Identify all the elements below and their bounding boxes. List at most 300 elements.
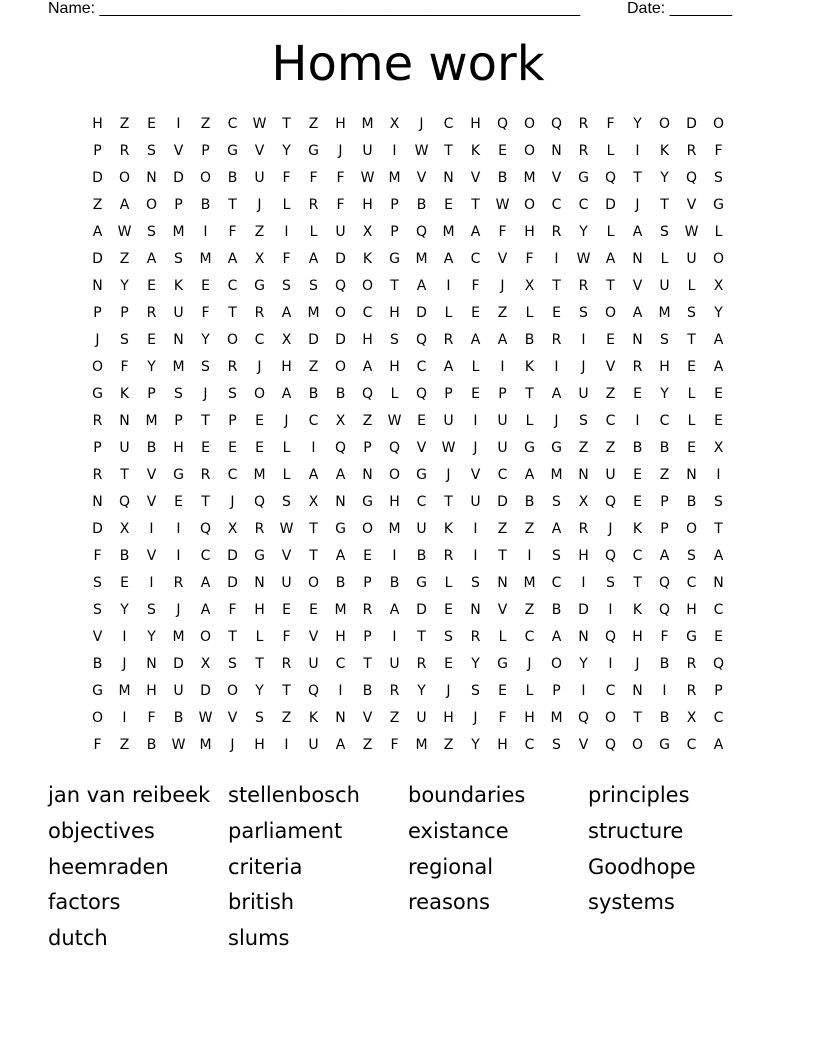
- grid-cell: R: [686, 656, 697, 672]
- grid-cell: T: [363, 656, 372, 672]
- grid-cell: I: [608, 602, 613, 618]
- grid-row: [84, 624, 734, 651]
- grid-cell: V: [281, 548, 292, 564]
- grid-cell: M: [118, 683, 131, 699]
- grid-cell: O: [631, 737, 644, 753]
- grid-cell: H: [497, 737, 508, 753]
- grid-cell: U: [659, 278, 670, 294]
- grid-cell: W: [198, 710, 213, 726]
- grid-cell: T: [633, 575, 642, 591]
- grid-cell: P: [444, 386, 453, 402]
- grid-cell: Y: [660, 170, 669, 186]
- grid-cell: T: [282, 116, 291, 132]
- grid-cell: C: [362, 305, 373, 321]
- grid-cell: I: [176, 116, 181, 132]
- grid-cell: P: [714, 683, 723, 699]
- grid-cell: E: [444, 197, 453, 213]
- grid-cell: T: [444, 494, 453, 510]
- grid-cell: S: [147, 224, 156, 240]
- grid-cell: Q: [253, 494, 266, 510]
- grid-cell: S: [714, 170, 723, 186]
- grid-cell: H: [578, 548, 589, 564]
- grid-cell: R: [578, 278, 589, 294]
- page-title: Home work: [271, 36, 545, 92]
- grid-row: [84, 705, 734, 732]
- grid-cell: G: [416, 467, 427, 483]
- grid-cell: P: [93, 305, 102, 321]
- grid-cell: P: [228, 413, 237, 429]
- grid-cell: F: [228, 602, 237, 618]
- grid-cell: J: [473, 710, 478, 726]
- grid-row: [84, 138, 734, 165]
- grid-cell: F: [93, 548, 102, 564]
- grid-cell: I: [284, 224, 289, 240]
- grid-cell: C: [227, 467, 238, 483]
- grid-cell: G: [308, 143, 319, 159]
- grid-cell: S: [282, 278, 291, 294]
- grid-cell: R: [119, 143, 130, 159]
- word-list-item: boundaries: [408, 783, 526, 807]
- grid-cell: R: [173, 575, 184, 591]
- grid-cell: O: [604, 710, 617, 726]
- grid-cell: C: [497, 467, 508, 483]
- grid-cell: M: [145, 413, 158, 429]
- grid-cell: F: [309, 170, 318, 186]
- grid-cell: F: [525, 251, 534, 267]
- grid-cell: P: [174, 413, 183, 429]
- grid-cell: S: [174, 386, 183, 402]
- grid-cell: W: [414, 143, 429, 159]
- grid-cell: H: [254, 602, 265, 618]
- grid-cell: A: [308, 467, 319, 483]
- grid-cell: L: [309, 224, 318, 240]
- grid-cell: E: [201, 278, 210, 294]
- grid-cell: P: [390, 197, 399, 213]
- grid-cell: B: [200, 197, 211, 213]
- grid-cell: X: [389, 116, 400, 132]
- grid-cell: I: [716, 467, 721, 483]
- grid-cell: N: [497, 575, 508, 591]
- grid-cell: Q: [604, 494, 617, 510]
- grid-row: [84, 597, 734, 624]
- grid-cell: E: [633, 467, 642, 483]
- grid-cell: Z: [605, 440, 616, 456]
- grid-cell: G: [173, 467, 184, 483]
- grid-cell: S: [687, 548, 696, 564]
- grid-cell: F: [390, 737, 399, 753]
- grid-cell: S: [687, 305, 696, 321]
- grid-cell: T: [309, 548, 318, 564]
- grid-cell: Q: [577, 710, 590, 726]
- grid-cell: M: [199, 251, 212, 267]
- grid-cell: Q: [361, 386, 374, 402]
- name-field: Name: ______________________________________________________: [48, 0, 581, 17]
- grid-cell: J: [176, 602, 181, 618]
- grid-cell: D: [416, 602, 427, 618]
- grid-cell: R: [308, 197, 319, 213]
- grid-cell: Z: [524, 521, 535, 537]
- grid-cell: Q: [415, 386, 428, 402]
- grid-cell: M: [361, 116, 374, 132]
- grid-cell: R: [443, 332, 454, 348]
- grid-cell: V: [605, 359, 616, 375]
- grid-cell: I: [554, 251, 559, 267]
- grid-cell: Y: [633, 116, 642, 132]
- grid-cell: S: [606, 575, 615, 591]
- grid-row: [84, 651, 734, 678]
- grid-cell: H: [632, 629, 643, 645]
- grid-cell: H: [470, 116, 481, 132]
- grid-cell: T: [201, 413, 210, 429]
- grid-cell: O: [361, 521, 374, 537]
- grid-cell: J: [230, 494, 235, 510]
- grid-cell: C: [254, 332, 265, 348]
- grid-cell: U: [362, 143, 373, 159]
- grid-cell: V: [416, 170, 427, 186]
- grid-cell: Q: [604, 629, 617, 645]
- grid-cell: Q: [388, 440, 401, 456]
- grid-cell: E: [714, 386, 723, 402]
- grid-cell: E: [714, 413, 723, 429]
- grid-cell: M: [658, 305, 671, 321]
- grid-cell: U: [335, 224, 346, 240]
- grid-cell: C: [416, 359, 427, 375]
- grid-cell: X: [578, 494, 589, 510]
- grid-cell: A: [443, 251, 454, 267]
- grid-cell: W: [387, 413, 402, 429]
- grid-cell: R: [551, 332, 562, 348]
- grid-row: [84, 570, 734, 597]
- grid-row: [84, 543, 734, 570]
- grid-cell: L: [471, 359, 480, 375]
- grid-cell: A: [281, 305, 292, 321]
- grid-cell: R: [686, 143, 697, 159]
- grid-cell: Z: [308, 116, 319, 132]
- grid-cell: T: [606, 278, 615, 294]
- grid-cell: Z: [362, 737, 373, 753]
- grid-row: [84, 408, 734, 435]
- grid-cell: B: [227, 170, 238, 186]
- grid-cell: N: [92, 278, 103, 294]
- grid-cell: N: [119, 413, 130, 429]
- grid-cell: F: [282, 629, 291, 645]
- grid-cell: B: [416, 197, 427, 213]
- grid-cell: Q: [496, 116, 509, 132]
- grid-cell: G: [659, 737, 670, 753]
- grid-cell: O: [550, 656, 563, 672]
- grid-cell: U: [119, 440, 130, 456]
- grid-cell: K: [173, 278, 184, 294]
- grid-cell: T: [633, 710, 642, 726]
- grid-cell: O: [388, 467, 401, 483]
- grid-cell: F: [714, 143, 723, 159]
- grid-cell: H: [362, 197, 373, 213]
- grid-cell: Q: [658, 575, 671, 591]
- grid-cell: Q: [712, 656, 725, 672]
- grid-cell: P: [552, 683, 561, 699]
- grid-cell: I: [581, 575, 586, 591]
- grid-cell: A: [146, 251, 157, 267]
- grid-cell: Z: [254, 224, 265, 240]
- word-list-item: slums: [228, 926, 290, 951]
- grid-cell: N: [713, 575, 724, 591]
- grid-cell: Z: [497, 305, 508, 321]
- grid-cell: O: [604, 305, 617, 321]
- grid-cell: S: [552, 494, 561, 510]
- grid-cell: Y: [417, 683, 426, 699]
- grid-cell: V: [632, 278, 643, 294]
- grid-cell: C: [470, 251, 481, 267]
- grid-cell: Z: [497, 521, 508, 537]
- grid-cell: I: [608, 656, 613, 672]
- grid-cell: T: [687, 332, 696, 348]
- grid-cell: U: [443, 413, 454, 429]
- word-column: [588, 778, 768, 957]
- grid-cell: Y: [579, 224, 588, 240]
- grid-row: [84, 732, 734, 759]
- grid-cell: D: [227, 575, 238, 591]
- grid-row: [84, 300, 734, 327]
- grid-cell: T: [282, 683, 291, 699]
- grid-cell: E: [498, 683, 507, 699]
- grid-cell: A: [200, 575, 211, 591]
- grid-cell: I: [446, 278, 451, 294]
- grid-row: [84, 246, 734, 273]
- word-list-item: principles: [588, 783, 690, 807]
- grid-cell: T: [498, 548, 507, 564]
- grid-cell: R: [254, 521, 265, 537]
- grid-cell: V: [146, 494, 157, 510]
- grid-cell: X: [308, 494, 319, 510]
- grid-cell: O: [226, 332, 239, 348]
- word-list-item: dutch: [48, 926, 108, 951]
- grid-cell: C: [227, 116, 238, 132]
- grid-cell: C: [551, 575, 562, 591]
- grid-cell: O: [523, 143, 536, 159]
- grid-cell: Z: [308, 359, 319, 375]
- grid-cell: O: [91, 710, 104, 726]
- grid-cell: U: [389, 656, 400, 672]
- grid-cell: P: [120, 305, 129, 321]
- grid-cell: A: [335, 737, 346, 753]
- grid-cell: Z: [389, 710, 400, 726]
- grid-cell: H: [254, 737, 265, 753]
- grid-cell: S: [444, 629, 453, 645]
- grid-cell: B: [335, 575, 346, 591]
- word-list-item: objectives: [48, 818, 155, 843]
- grid-cell: E: [363, 548, 372, 564]
- grid-cell: D: [335, 251, 346, 267]
- grid-cell: O: [712, 251, 725, 267]
- grid-cell: P: [660, 494, 669, 510]
- grid-cell: B: [119, 548, 130, 564]
- grid-cell: S: [93, 575, 102, 591]
- grid-cell: D: [173, 656, 184, 672]
- grid-cell: Z: [281, 710, 292, 726]
- grid-cell: G: [686, 629, 697, 645]
- grid-cell: B: [632, 440, 643, 456]
- grid-cell: B: [335, 386, 346, 402]
- grid-cell: I: [473, 413, 478, 429]
- grid-cell: U: [497, 413, 508, 429]
- grid-cell: V: [470, 467, 481, 483]
- grid-cell: B: [524, 494, 535, 510]
- grid-cell: A: [551, 629, 562, 645]
- grid-cell: X: [686, 710, 697, 726]
- grid-cell: V: [362, 710, 373, 726]
- grid-cell: H: [659, 359, 670, 375]
- grid-cell: O: [307, 575, 320, 591]
- grid-cell: Z: [443, 737, 454, 753]
- grid-cell: M: [172, 629, 185, 645]
- grid-cell: O: [361, 278, 374, 294]
- grid-cell: W: [279, 521, 294, 537]
- grid-cell: G: [227, 143, 238, 159]
- grid-cell: Y: [120, 278, 129, 294]
- grid-cell: S: [390, 332, 399, 348]
- word-list-item: regional: [408, 854, 494, 879]
- grid-cell: W: [360, 170, 375, 186]
- grid-cell: P: [363, 629, 372, 645]
- grid-cell: H: [146, 683, 157, 699]
- grid-cell: A: [119, 197, 130, 213]
- grid-cell: O: [199, 629, 212, 645]
- grid-cell: Z: [200, 116, 211, 132]
- grid-cell: G: [335, 521, 346, 537]
- grid-cell: A: [362, 359, 373, 375]
- grid-cell: H: [524, 224, 535, 240]
- grid-cell: I: [122, 710, 127, 726]
- grid-cell: E: [471, 305, 480, 321]
- grid-cell: M: [199, 737, 212, 753]
- grid-cell: Q: [604, 170, 617, 186]
- grid-cell: W: [441, 440, 456, 456]
- grid-cell: E: [552, 305, 561, 321]
- grid-cell: B: [92, 656, 103, 672]
- grid-cell: X: [362, 224, 373, 240]
- grid-cell: L: [282, 440, 291, 456]
- grid-cell: Q: [118, 494, 131, 510]
- grid-cell: I: [635, 413, 640, 429]
- grid-cell: T: [228, 197, 237, 213]
- grid-cell: R: [470, 629, 481, 645]
- grid-row: [84, 678, 734, 705]
- grid-cell: X: [335, 413, 346, 429]
- grid-cell: R: [443, 548, 454, 564]
- grid-cell: S: [660, 332, 669, 348]
- grid-cell: C: [308, 413, 319, 429]
- grid-cell: V: [227, 710, 238, 726]
- grid-cell: R: [281, 656, 292, 672]
- grid-cell: J: [230, 737, 235, 753]
- grid-cell: V: [308, 629, 319, 645]
- grid-cell: C: [524, 629, 535, 645]
- grid-cell: Y: [471, 737, 480, 753]
- grid-cell: C: [200, 548, 211, 564]
- grid-cell: N: [632, 251, 643, 267]
- grid-cell: O: [226, 683, 239, 699]
- grid-cell: Q: [604, 548, 617, 564]
- grid-cell: A: [470, 332, 481, 348]
- grid-cell: P: [363, 575, 372, 591]
- grid-cell: I: [203, 224, 208, 240]
- word-list-item: structure: [588, 818, 684, 843]
- grid-cell: G: [389, 251, 400, 267]
- grid-cell: E: [174, 494, 183, 510]
- grid-cell: M: [550, 467, 563, 483]
- grid-cell: L: [687, 278, 696, 294]
- word-list-item: parliament: [228, 818, 343, 843]
- grid-cell: T: [525, 386, 534, 402]
- grid-cell: Y: [255, 683, 264, 699]
- grid-cell: D: [416, 305, 427, 321]
- grid-cell: I: [149, 575, 154, 591]
- grid-cell: S: [228, 656, 237, 672]
- grid-cell: S: [579, 305, 588, 321]
- grid-cell: N: [335, 710, 346, 726]
- grid-cell: C: [632, 548, 643, 564]
- grid-cell: L: [255, 629, 264, 645]
- grid-cell: C: [713, 602, 724, 618]
- grid-cell: V: [254, 143, 265, 159]
- grid-cell: J: [527, 656, 532, 672]
- grid-cell: M: [253, 467, 266, 483]
- grid-cell: H: [281, 359, 292, 375]
- grid-cell: F: [147, 710, 156, 726]
- grid-cell: V: [497, 602, 508, 618]
- grid-cell: R: [389, 683, 400, 699]
- grid-cell: M: [172, 359, 185, 375]
- grid-cell: M: [388, 521, 401, 537]
- grid-cell: B: [497, 170, 508, 186]
- grid-cell: L: [498, 629, 507, 645]
- grid-cell: J: [338, 143, 343, 159]
- grid-cell: J: [284, 413, 289, 429]
- grid-cell: F: [93, 737, 102, 753]
- grid-cell: M: [388, 170, 401, 186]
- grid-cell: J: [635, 656, 640, 672]
- grid-cell: W: [252, 116, 267, 132]
- grid-cell: P: [363, 440, 372, 456]
- grid-cell: C: [605, 413, 616, 429]
- grid-cell: V: [578, 737, 589, 753]
- grid-row: [84, 489, 734, 516]
- grid-cell: R: [146, 305, 157, 321]
- grid-cell: A: [605, 251, 616, 267]
- grid-cell: O: [199, 170, 212, 186]
- grid-cell: X: [281, 332, 292, 348]
- grid-cell: W: [576, 251, 591, 267]
- grid-cell: Z: [578, 440, 589, 456]
- grid-cell: F: [336, 170, 345, 186]
- grid-cell: K: [308, 710, 319, 726]
- grid-cell: J: [257, 197, 262, 213]
- grid-cell: J: [203, 386, 208, 402]
- grid-cell: T: [120, 467, 129, 483]
- grid-cell: B: [173, 710, 184, 726]
- grid-cell: R: [578, 116, 589, 132]
- grid-cell: A: [632, 305, 643, 321]
- grid-cell: G: [362, 494, 373, 510]
- grid-cell: Y: [471, 656, 480, 672]
- grid-cell: R: [92, 413, 103, 429]
- grid-cell: V: [416, 440, 427, 456]
- grid-cell: L: [444, 575, 453, 591]
- grid-cell: N: [146, 170, 157, 186]
- grid-cell: N: [146, 656, 157, 672]
- grid-cell: R: [254, 305, 265, 321]
- grid-cell: F: [498, 224, 507, 240]
